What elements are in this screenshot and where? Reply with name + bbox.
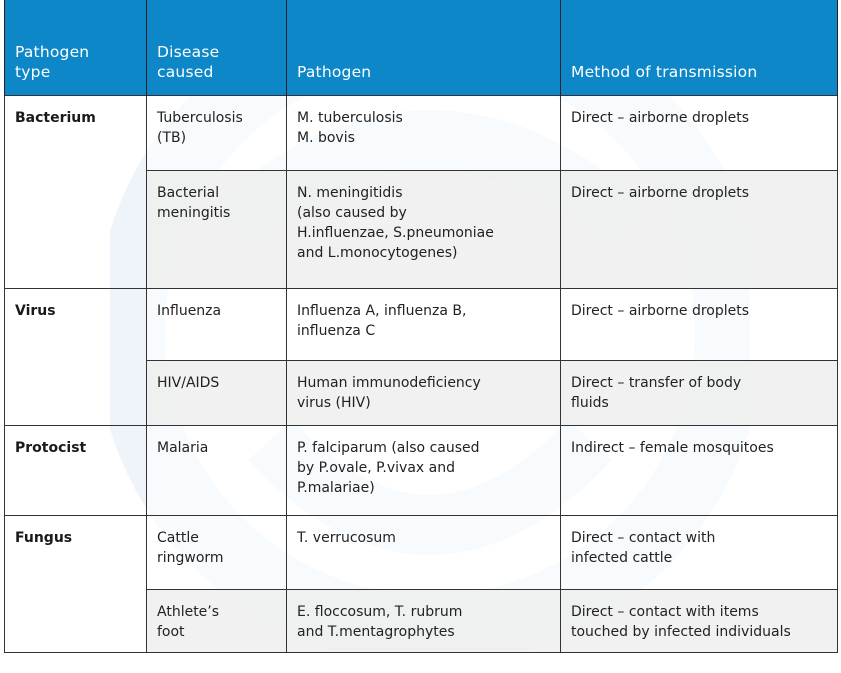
pathogen-cell <box>287 360 561 425</box>
pathogen-cell-line: P. falciparum (also caused <box>297 439 480 456</box>
header-method-of-transmission <box>561 0 838 95</box>
transmission-cell <box>561 515 838 589</box>
pathogen-cell <box>287 425 561 515</box>
header-disease-caused <box>147 0 287 95</box>
table-row <box>5 515 838 589</box>
disease-cell <box>147 515 287 589</box>
table-header <box>5 0 838 95</box>
disease-cell <box>147 288 287 360</box>
pathogen-cell-line: influenza C <box>297 322 376 339</box>
pathogen-cell-line: M. bovis <box>297 129 355 146</box>
pathogen-cell-line: T. verrucosum <box>297 529 396 546</box>
pathogen-cell <box>287 95 561 170</box>
table-row <box>5 425 838 515</box>
pathogen-type-cell: Virus <box>5 288 147 425</box>
pathogen-cell-line: by P.ovale, P.vivax and <box>297 459 455 476</box>
header-pathogen-type <box>5 0 147 95</box>
disease-cell-line: Influenza <box>157 302 222 319</box>
transmission-cell-line: Indirect – female mosquitoes <box>571 439 774 456</box>
disease-cell-line: Bacterial <box>157 184 220 201</box>
disease-cell-line: foot <box>157 623 185 640</box>
transmission-cell <box>561 288 838 360</box>
header-text-line: Pathogen <box>297 63 372 82</box>
transmission-cell <box>561 360 838 425</box>
disease-cell-line: Tuberculosis <box>157 109 243 126</box>
transmission-cell-line: Direct – airborne droplets <box>571 184 750 201</box>
header-pathogen <box>287 0 561 95</box>
disease-cell <box>147 170 287 288</box>
pathogen-cell-line: and T.mentagrophytes <box>297 623 455 640</box>
pathogen-cell-line: virus (HIV) <box>297 394 371 411</box>
header-text-line: Method of transmission <box>571 63 758 82</box>
disease-cell <box>147 360 287 425</box>
transmission-cell-line: Direct – airborne droplets <box>571 302 750 319</box>
disease-cell <box>147 95 287 170</box>
pathogen-cell-line: H.influenzae, S.pneumoniae <box>297 225 494 242</box>
pathogen-type-cell: Fungus <box>5 515 147 652</box>
header-row <box>5 0 838 95</box>
transmission-cell-line: Direct – transfer of body <box>571 374 742 391</box>
pathogen-table <box>4 0 838 653</box>
disease-cell-line: Athlete’s <box>157 603 220 620</box>
transmission-cell-line: Direct – contact with items <box>571 603 759 620</box>
disease-cell-line: ringworm <box>157 549 224 566</box>
transmission-cell-line: Direct – airborne droplets <box>571 109 750 126</box>
transmission-cell-line: Direct – contact with <box>571 529 716 546</box>
pathogen-cell <box>287 515 561 589</box>
disease-cell <box>147 425 287 515</box>
header-text-line: Pathogen <box>15 43 90 62</box>
disease-cell-line: meningitis <box>157 204 231 221</box>
transmission-cell <box>561 95 838 170</box>
disease-cell-line: (TB) <box>157 129 187 146</box>
transmission-cell-line: touched by infected individuals <box>571 623 791 640</box>
transmission-cell-line: fluids <box>571 394 609 411</box>
transmission-cell-line: infected cattle <box>571 549 673 566</box>
disease-cell <box>147 589 287 652</box>
pathogen-cell <box>287 288 561 360</box>
header-text-line: Disease <box>157 43 220 62</box>
transmission-cell <box>561 170 838 288</box>
pathogen-cell-line: (also caused by <box>297 204 407 221</box>
pathogen-cell <box>287 589 561 652</box>
transmission-cell <box>561 589 838 652</box>
pathogen-cell-line: Influenza A, influenza B, <box>297 302 467 319</box>
transmission-cell <box>561 425 838 515</box>
pathogen-cell-line: M. tuberculosis <box>297 109 403 126</box>
header-text-line: type <box>15 63 51 82</box>
pathogen-cell-line: E. floccosum, T. rubrum <box>297 603 463 620</box>
header-text-line: caused <box>157 63 214 82</box>
pathogen-cell-line: P.malariae) <box>297 480 375 497</box>
pathogen-cell-line: Human immunodeficiency <box>297 374 481 391</box>
pathogen-cell <box>287 170 561 288</box>
pathogen-type-cell: Protocist <box>5 425 147 515</box>
disease-cell-line: Malaria <box>157 439 209 456</box>
disease-cell-line: HIV/AIDS <box>157 374 220 391</box>
disease-cell-line: Cattle <box>157 529 199 546</box>
pathogen-cell-line: and L.monocytogenes) <box>297 245 458 262</box>
table-body <box>5 95 838 652</box>
table-row <box>5 95 838 170</box>
pathogen-type-cell: Bacterium <box>5 95 147 288</box>
table-row <box>5 288 838 360</box>
pathogen-cell-line: N. meningitidis <box>297 184 403 201</box>
